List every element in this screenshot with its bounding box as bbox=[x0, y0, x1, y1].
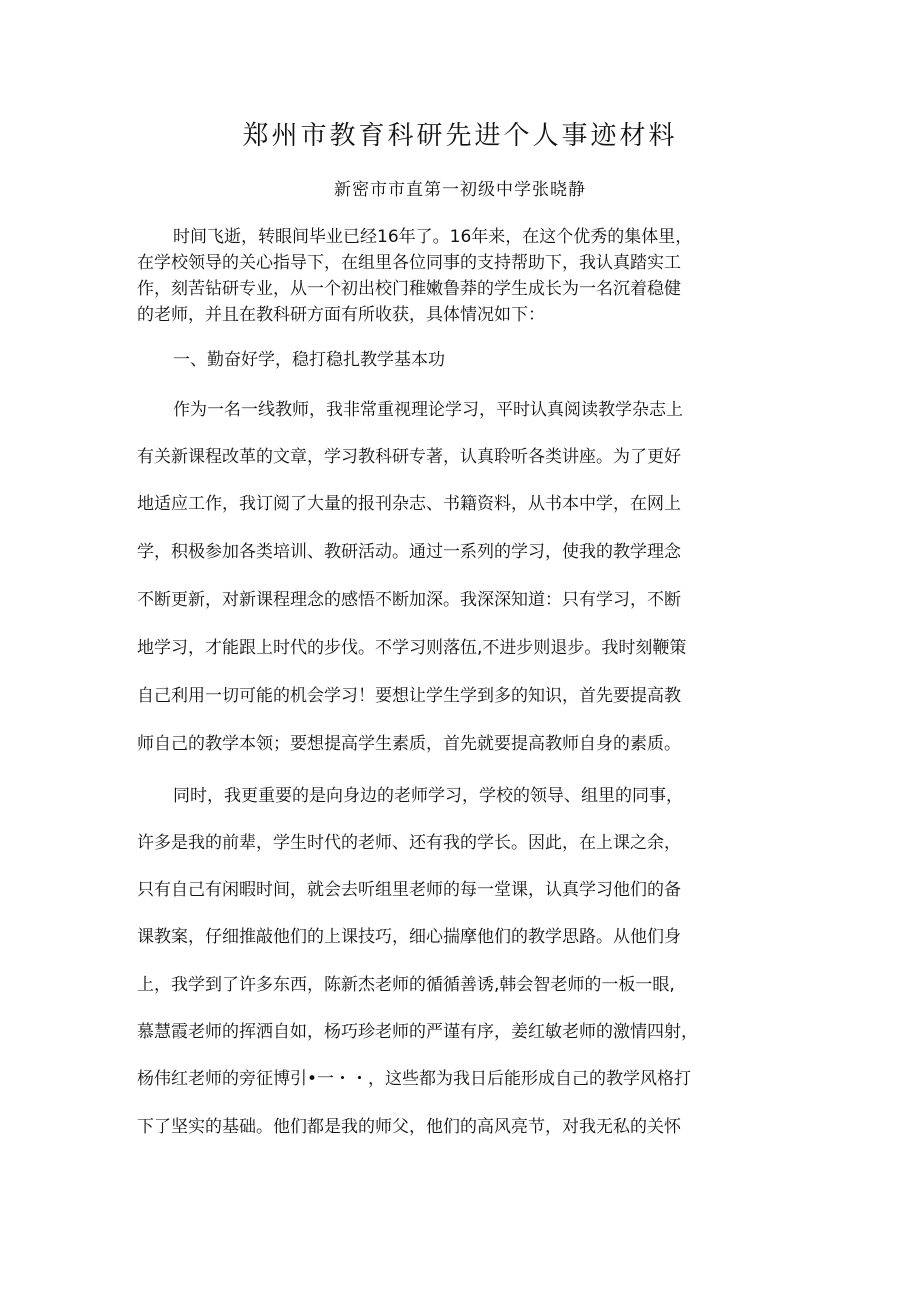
paragraph-line: 慕慧霞老师的挥洒自如，杨巧珍老师的严谨有序，姜红敏老师的激情四射， bbox=[137, 1022, 698, 1042]
document-title: 郑州市教育科研先进个人事迹材料 bbox=[242, 121, 678, 151]
paragraph-line: 同时，我更重要的是向身边的老师学习，学校的领导、组里的同事， bbox=[173, 786, 683, 806]
paragraph-line: 上，我学到了许多东西，陈新杰老师的循循善诱,韩会智老师的一板一眼, bbox=[137, 975, 675, 995]
paragraph-line: 地学习，才能跟上时代的步伐。不学习则落伍,不进步则退步。我时刻鞭策 bbox=[137, 638, 687, 658]
paragraph-line: 学，积极参加各类培训、教研活动。通过一系列的学习，使我的教学理念 bbox=[137, 542, 681, 562]
paragraph-line: 许多是我的前辈，学生时代的老师、还有我的学长。因此，在上课之余， bbox=[137, 833, 681, 853]
document-author: 新密市市直第一初级中学张晓静 bbox=[334, 180, 586, 200]
paragraph-line: 地适应工作，我订阅了大量的报刊杂志、书籍资料，从书本中学，在网上 bbox=[137, 494, 681, 514]
paragraph-line: 师自己的教学本领；要想提高学生素质，首先就要提高教师自身的素质。 bbox=[137, 734, 681, 754]
intro-line: 作，刻苦钻研专业，从一个初出校门稚嫩鲁莽的学生成长为一名沉着稳健 bbox=[137, 279, 681, 299]
intro-line: 在学校领导的关心指导下，在组里各位同事的支持帮助下，我认真踏实工 bbox=[137, 253, 681, 273]
paragraph-line: 杨伟红老师的旁征博引•一・・，这些都为我日后能形成自己的教学风格打 bbox=[137, 1069, 692, 1089]
paragraph-line: 作为一名一线教师，我非常重视理论学习，平时认真阅读教学杂志上 bbox=[173, 400, 683, 420]
paragraph-line: 有关新课程改革的文章，学习教科研专著，认真聆听各类讲座。为了更好 bbox=[137, 447, 681, 467]
paragraph-line: 不断更新，对新课程理念的感悟不断加深。我深深知道：只有学习，不断 bbox=[137, 590, 681, 610]
paragraph-line: 只有自己有闲暇时间，就会去听组里老师的每一堂课，认真学习他们的备 bbox=[137, 880, 681, 900]
paragraph-line: 自己利用一切可能的机会学习！要想让学生学到多的知识，首先要提高教 bbox=[137, 686, 681, 706]
intro-line: 的老师，并且在教科研方面有所收获，具体情况如下： bbox=[137, 305, 545, 325]
section-heading: 一、勤奋好学，稳打稳扎教学基本功 bbox=[173, 350, 445, 370]
paragraph-line: 下了坚实的基础。他们都是我的师父，他们的高风亮节，对我无私的关怀 bbox=[137, 1117, 681, 1137]
intro-line: 时间飞逝，转眼间毕业已经16年了。16年来，在这个优秀的集体里， bbox=[173, 227, 693, 247]
paragraph-line: 课教案，仔细推敲他们的上课技巧，细心揣摩他们的教学思路。从他们身 bbox=[137, 927, 681, 947]
